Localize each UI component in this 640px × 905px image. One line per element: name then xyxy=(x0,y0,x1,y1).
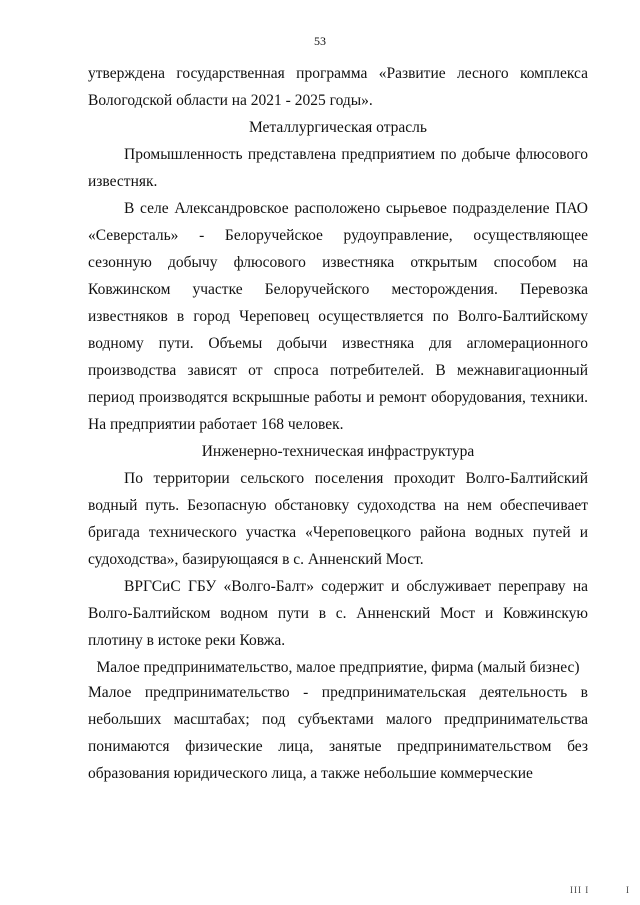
paragraph-small-business: Малое предпринимательство - предпринимательская деятельность в небольших масштабах; под субъектами малого предпринимательства понимаются физические лица, занятые предпринимательством без образования юридического лица, а также небольшие коммерческие xyxy=(88,684,588,782)
document-body xyxy=(88,60,588,787)
section-heading-infrastructure: Инженерно-техническая инфраструктура xyxy=(201,443,475,460)
section-heading-metallurgy: Металлургическая отрасль xyxy=(248,119,427,136)
footer-scan-mark-right: I xyxy=(626,885,630,895)
section-heading-small-business: Малое предпринимательство, малое предприятие, фирма (малый бизнес) xyxy=(96,659,580,676)
paragraph-industry: Промышленность представлена предприятием по добыче флюсового известняк. xyxy=(88,146,588,190)
paragraph-crossing: ВРГСиС ГБУ «Волго-Балт» содержит и обслуживает переправу на Волго-Балтийском водном пути в с. Анненский Мост и Ковжинскую плотину в истоке реки Ковжа. xyxy=(88,578,588,649)
footer-scan-mark-left: III I xyxy=(570,885,590,895)
paragraph-waterway: По территории сельского поселения проходит Волго-Балтийский водный путь. Безопасную обстановку судоходства на нем обеспечивает бригада технического участка «Череповецкого района водных путей и судоходства», базирующаяся в с. Анненский Мост. xyxy=(88,470,588,568)
page-number: 53 xyxy=(314,34,326,48)
paragraph-program-intro: утверждена государственная программа «Развитие лесного комплекса Вологодской области на 2021 - 2025 годы». xyxy=(88,65,588,109)
paragraph-severstal: В селе Александровское расположено сырьевое подразделение ПАО «Северсталь» - Белоручейское рудоуправление, осуществляющее сезонную добычу флюсового известняка открытым способом на Ковжинском участке Белоручейского месторождения. Перевозка известняков в город Череповец осуществляется по Волго-Балтийскому водному пути. Объемы добычи известняка для агломерационного производства зависят от спроса потребителей. В межнавигационный период производятся вскрышные работы и ремонт оборудования, техники. На предприятии работает 168 человек. xyxy=(88,200,588,433)
